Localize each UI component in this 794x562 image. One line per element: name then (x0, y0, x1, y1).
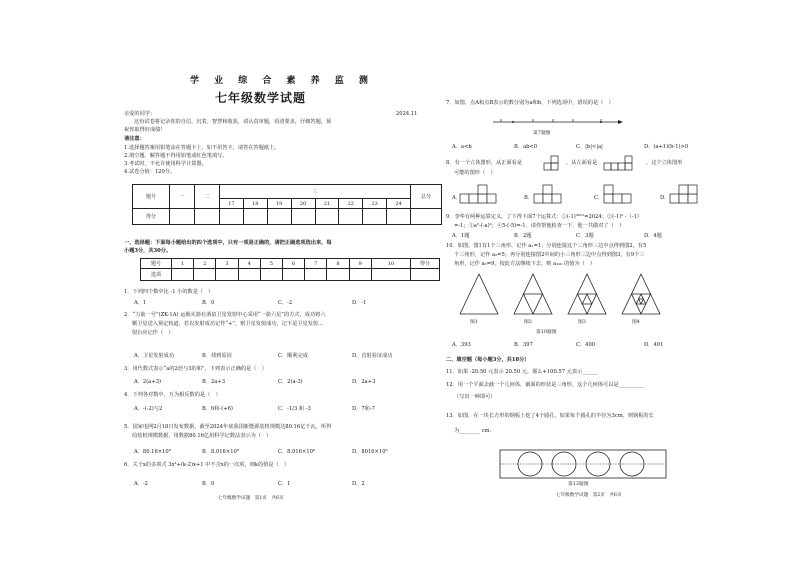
score-table-cell: 得分 (133, 209, 170, 225)
q7-option-a: A．a<b (452, 144, 472, 150)
q8-option-d: D． (660, 195, 670, 201)
q13-figure-caption: 第13题图 (568, 482, 589, 487)
exam-header: 学 业 综 合 素 养 监 测 (190, 76, 374, 86)
q10-option-c: C．400 (576, 342, 596, 348)
q5-option-c: C．8.016×10⁸ (278, 449, 316, 455)
question-9-line-2: =-1；③a²-(-a)²；④5-(-5)=-1．请你帮他检查一下，他一共做对了（ ） (454, 223, 625, 229)
q5-option-a: A．80.16×10⁸ (134, 449, 171, 455)
q7-figure-caption: 第7题图 (533, 131, 551, 136)
q2-option-b: B．找到原因 (202, 353, 232, 359)
q5-option-d: D．8016×10⁶ (352, 449, 388, 455)
notice-heading: 请注意： (124, 136, 145, 142)
notice-4: 4.试卷分值：120分。 (124, 169, 176, 175)
q7-option-b: B．ab<0 (514, 144, 538, 150)
q1-option-b: B．0 (202, 300, 215, 306)
question-2-line-3: 射台应记作（ ） (132, 330, 174, 336)
question-8-part-3: ，这个立体图形 (646, 160, 683, 166)
q3-option-c: C．2(a-3) (278, 379, 303, 385)
intro-line-1: 这份试卷将记录你的自信、沉着、智慧和收获，请认真审题，看清要求，仔细答题，预 (134, 119, 332, 125)
question-4: 4．下列各对数中，互为相反数的是（ ） (124, 392, 221, 398)
answer-table-cell: 7 (305, 259, 327, 269)
score-table-cell: 19 (267, 199, 291, 209)
q7-option-d: D．(a+1)(b-1)>0 (644, 144, 689, 150)
answer-table-cell: 选项 (141, 269, 172, 281)
answer-table-cell: 2 (194, 259, 216, 269)
left-page (110, 0, 440, 562)
q8-front-view-icon (544, 156, 566, 170)
answer-table-cell: 题号 (141, 259, 172, 269)
answer-table-cell: 9 (349, 259, 371, 269)
q7-option-c: C．|b|<|a| (576, 144, 603, 150)
score-table-cell: 21 (315, 199, 339, 209)
q9-option-d: D．4题 (644, 233, 662, 239)
question-8-part-4: 可能的图形（ ） (454, 170, 496, 176)
answer-table-cell: 5 (260, 259, 282, 269)
q4-option-d: D．7和-7 (352, 406, 375, 412)
section-1-heading-cont: 小题3分，共30分。 (124, 248, 172, 254)
q7-number-line (493, 110, 623, 130)
question-12-line-1: 12．用一个平面去截一个几何体，截面的形状是三角形，这个几何体可以是__________ (446, 382, 645, 388)
question-3: 3．用代数式表示“a的2倍与3的和”，下列表示正确的是（ ） (124, 366, 267, 372)
q3-option-d: D．2a+3 (352, 379, 376, 385)
score-table-cell: 20 (291, 199, 315, 209)
score-table-cell: 18 (243, 199, 267, 209)
answer-table (140, 258, 440, 281)
answer-table-cell: 8 (327, 259, 349, 269)
q3-option-b: B．2a+3 (202, 379, 226, 385)
notice-2: 2.填空题、解答题不得用铅笔或红色笔填写。 (124, 153, 228, 159)
score-table-cell: 24 (387, 199, 411, 209)
q8-option-c: C． (594, 195, 604, 201)
left-page-footer: 七年级数学试题 第1页 共6页 (218, 496, 284, 501)
score-table-cell: 23 (363, 199, 387, 209)
q1-option-d: D．-1 (352, 300, 367, 306)
greeting: 亲爱的同学： (124, 111, 156, 117)
score-table-cell: 一 (170, 185, 195, 209)
q2-option-d: D．首射验证成功 (352, 353, 393, 359)
q10-label-4: 图4 (632, 320, 640, 325)
q5-option-b: B．8.016×10⁹ (202, 449, 239, 455)
q10-label-3: 图3 (578, 320, 586, 325)
question-8-part-1: 8．有一个立体图形，从正面看是 (446, 160, 522, 166)
answer-table-cell: 1 (172, 259, 194, 269)
q2-option-a: A．卫星发射成功 (134, 353, 175, 359)
q10-label-1: 图1 (470, 320, 478, 325)
q8-option-a: A． (452, 195, 461, 201)
q9-option-c: C．3题 (576, 233, 594, 239)
q1-option-c: C．-2 (278, 300, 293, 306)
notice-1: 1.选择题答案用铅笔涂在答题卡上，如不用答卡，请答在答题纸上。 (124, 145, 280, 151)
score-table-cell: 题号 (133, 185, 170, 209)
answer-table-cell: 6 (283, 259, 305, 269)
answer-table-cell: 得分 (411, 259, 440, 269)
q4-option-a: A．-(-2)与2 (134, 406, 163, 412)
q10-option-d: D．401 (644, 342, 664, 348)
q8-left-view-icon (604, 156, 644, 170)
q9-option-b: B．2题 (514, 233, 532, 239)
question-12-line-2: （写出一种即可） (454, 394, 496, 400)
q6-option-a: A．-2 (134, 481, 148, 487)
q10-triangle-figures (456, 268, 666, 318)
score-table-cell: 二 (195, 185, 220, 209)
exam-date: 2024.11 (396, 111, 418, 117)
question-5-line-1: 5．国家电网2月18日发布数据，截至2024年底我国新能源装机规模达80.16亿千瓦，所得 (124, 424, 332, 430)
q4-option-b: B．6和-(+6) (202, 406, 233, 412)
question-11: 11．如果 -20.50 元表示 20.50 元，那么+100.57 元表示______ (446, 369, 598, 375)
question-8-part-2: ，从左面看是 (566, 160, 598, 166)
q8-option-b: B． (524, 195, 533, 201)
question-13-line-2: 为________ cm. (454, 428, 492, 434)
question-10-line-3: 角形，记作 a₃=9，按此方法继续下去，则 a₁₀₀ 的值为（ ） (454, 261, 596, 267)
q3-option-a: A．2(a+3) (134, 379, 162, 385)
q2-option-c: C．顺利完成 (278, 353, 308, 359)
q6-option-b: B．0 (202, 481, 215, 487)
right-page (438, 0, 730, 562)
question-10-line-2: 个三角形，记作 a₂=5；再分别连接图2中间的小三角形三边中点得到图3，有9个三 (454, 252, 645, 258)
question-2-line-2: 颗卫星送入预定轨道，若以发射成功记作“+”，则卫星发射成功，记下是卫星发射... (132, 321, 323, 327)
score-table (132, 184, 442, 225)
q9-option-a: A．1题 (452, 233, 470, 239)
right-page-footer: 七年级数学试题 第2页 共6页 (556, 493, 622, 498)
q6-option-d: D．2 (352, 481, 365, 487)
answer-table-cell: 3 (216, 259, 238, 269)
score-table-cell: 22 (339, 199, 363, 209)
section-2-heading: 二、填空题（每小题3分，共18分） (446, 357, 530, 363)
q10-option-b: B．397 (514, 342, 533, 348)
q8-option-cubes (454, 180, 714, 210)
q6-option-c: C．1 (278, 481, 291, 487)
question-1: 1．下列四个数中比 -1 小的数是（ ） (124, 289, 214, 295)
q10-figure-caption: 第10题图 (536, 330, 557, 335)
q13-steel-plate-figure (498, 448, 668, 480)
q10-option-a: A．393 (452, 342, 471, 348)
score-table-cell: 17 (220, 199, 244, 209)
question-7: 7．如图，点A和点B表示的数分别为a和b，下列选项中，错误的是（ ） (446, 100, 614, 106)
intro-line-2: 祝你取得好成绩！ (124, 127, 166, 133)
page-title: 七年级数学试题 (215, 91, 307, 105)
score-table-cell: 三 (220, 185, 411, 199)
question-5-line-2: 的装机规模数据，用数据80.16亿用科学记数法表示为（ ） (132, 433, 272, 439)
score-table-cell: 总分 (411, 185, 442, 209)
q10-label-2: 图2 (524, 320, 532, 325)
q1-option-a: A．1 (134, 300, 147, 306)
question-6: 6．关于x的多项式 3x²+(k-2)x+1 中不含x的一次项，则k的值是（ ） (124, 462, 290, 468)
section-1-heading: 一、选择题：下面每小题给出的四个选项中，只有一项是正确的，请把正确选项选出来，每 (124, 240, 332, 246)
question-2-line-1: 2．“力箭一号”(ZK-1A) 运载火箭在酒泉卫星发射中心采用“一箭六星”的方式，成功将六 (124, 312, 326, 318)
answer-table-cell: 4 (238, 259, 260, 269)
q4-option-c: C．-1/3 和 -3 (278, 406, 311, 412)
question-9-line-1: 9．李华有两种运算定义，了下得下面7个运算式：①(-1)³⁰²¹=2024；②(-1)² -（-1） (446, 214, 643, 220)
notice-3: 3.考试时，不允许使用科学计算器。 (124, 161, 207, 167)
answer-table-cell: 10 (371, 259, 410, 269)
question-13-line-1: 13．如图，在一块长方形的钢板上挖了4个圆孔，如果每个圆孔的半径为3cm，则钢板的长 (446, 413, 654, 419)
question-10-line-1: 10．如图，图1有1个三角形，记作 a₁=1；分别连接这个三角形三边中点得到图2，有5 (446, 243, 647, 249)
